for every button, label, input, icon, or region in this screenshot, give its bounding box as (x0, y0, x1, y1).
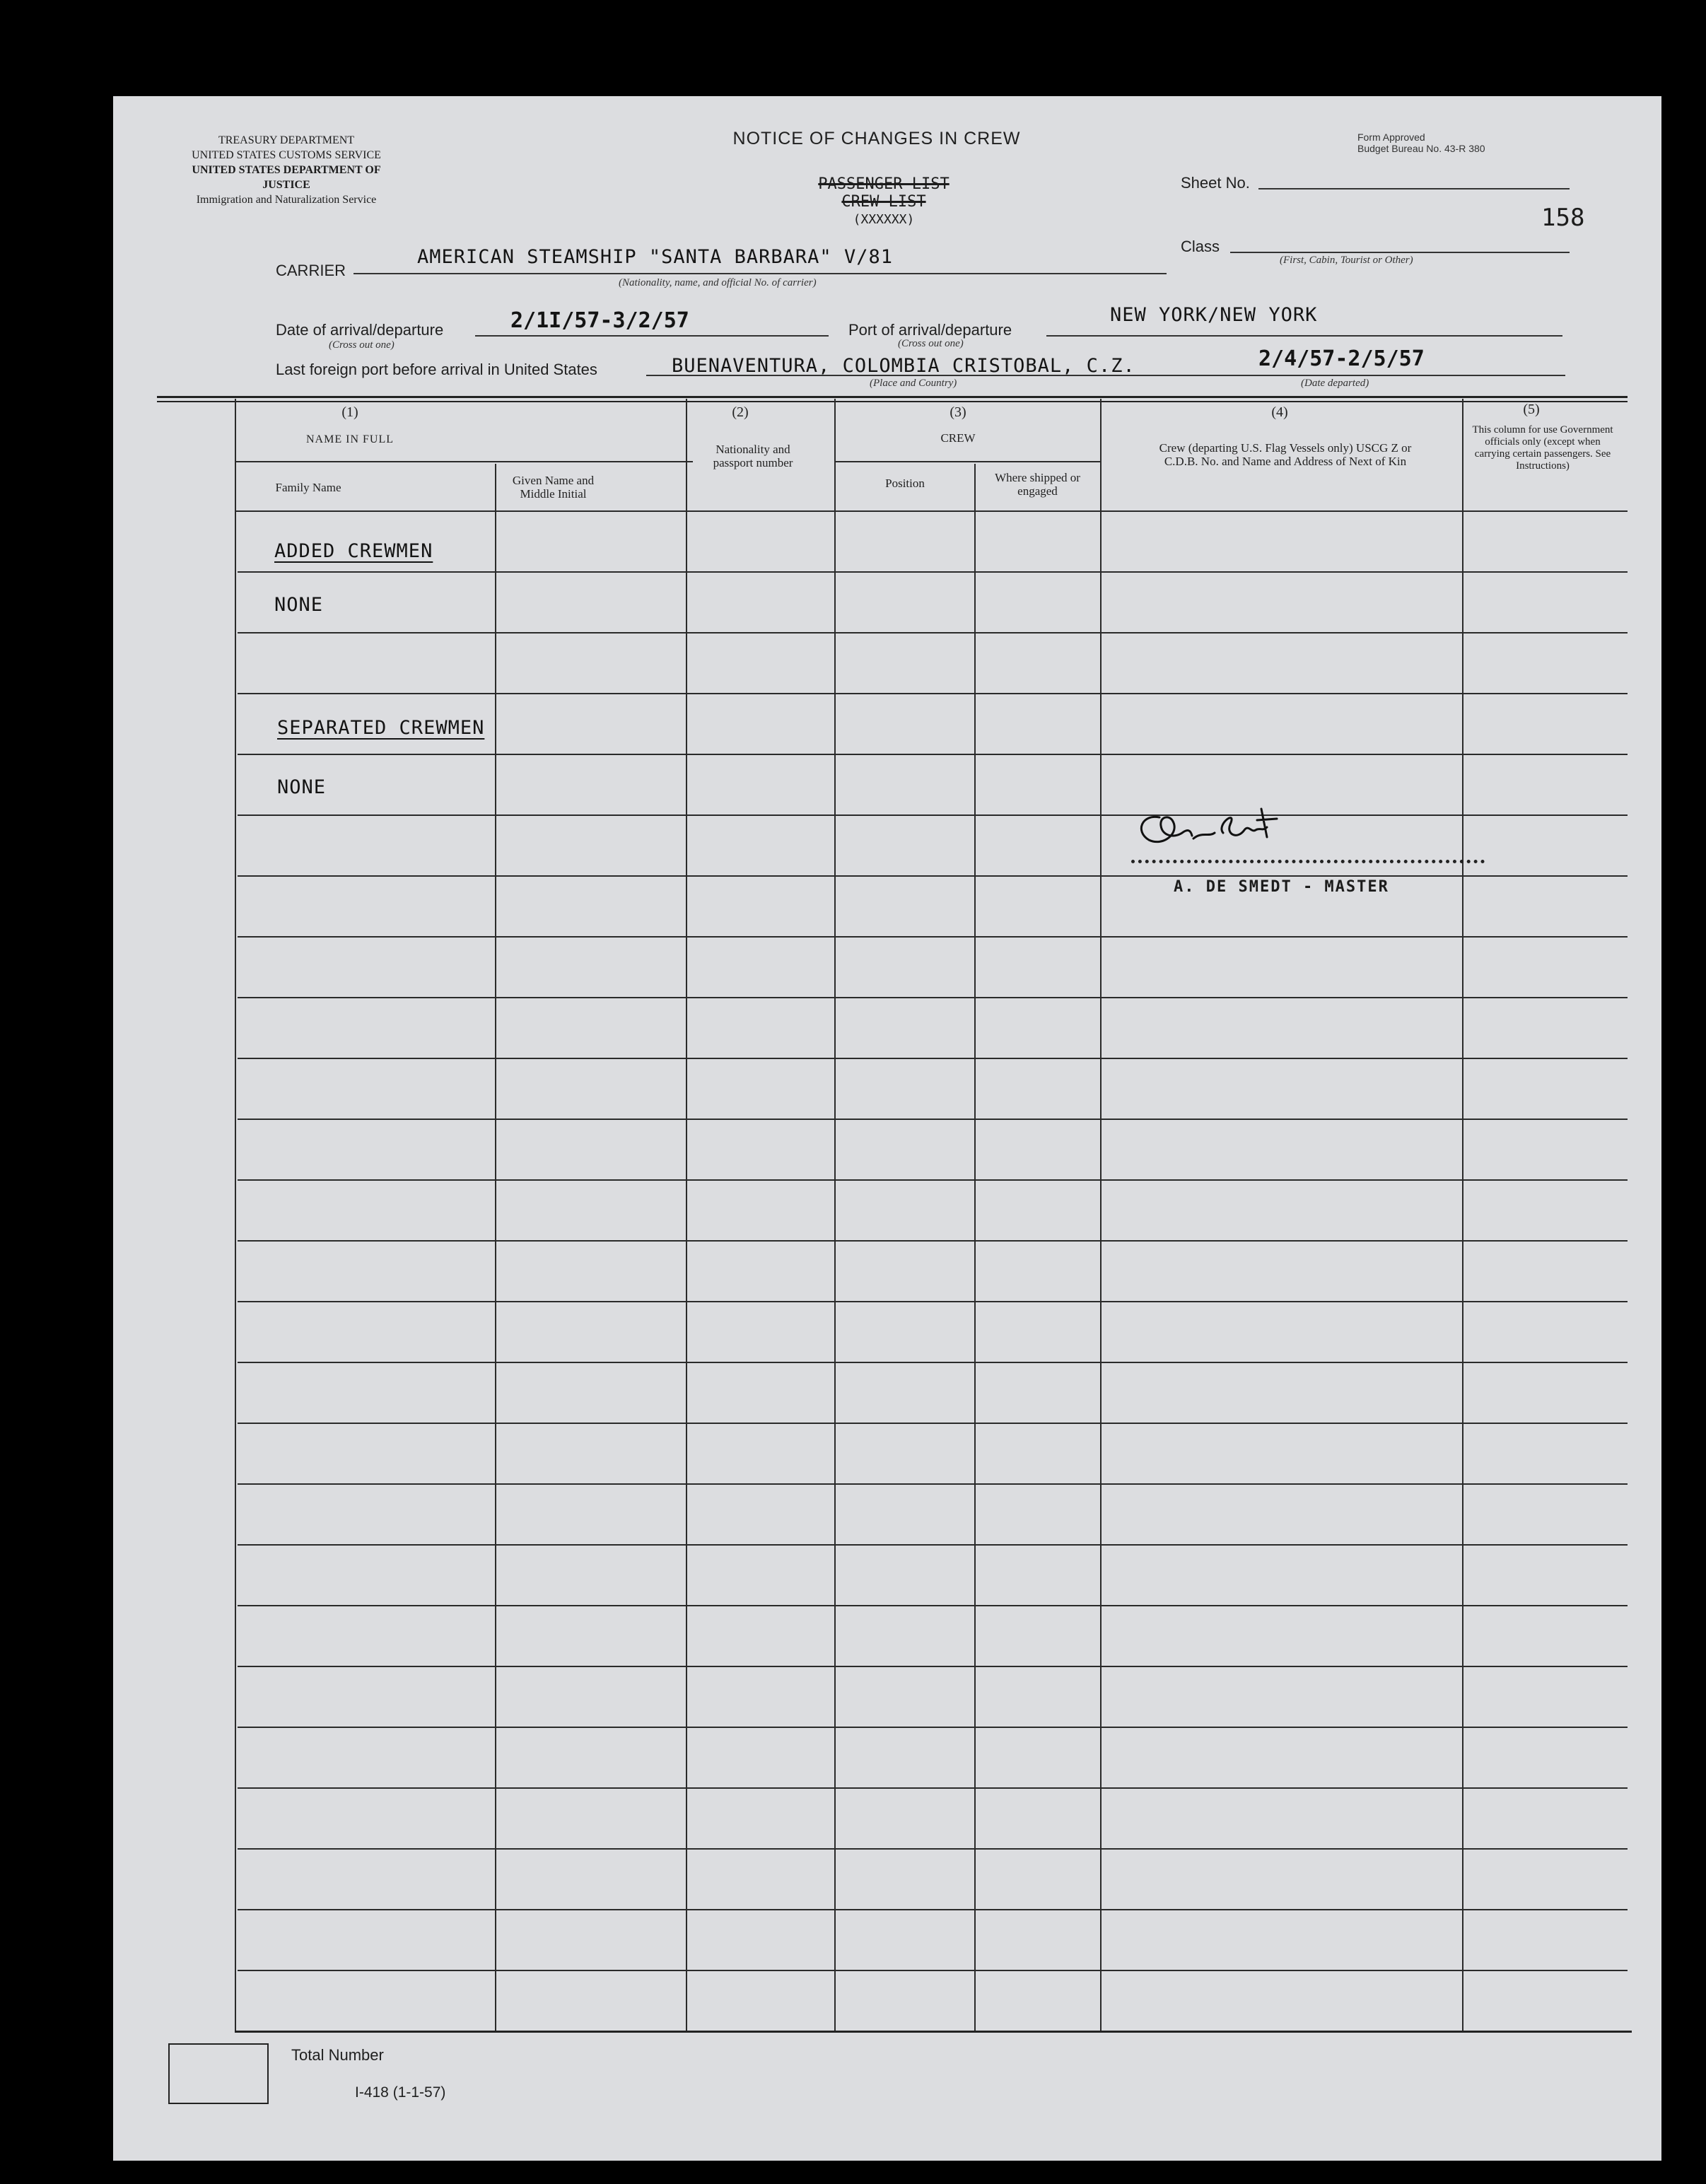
row-rule (238, 1727, 1628, 1728)
date-label: Date of arrival/departure (276, 321, 444, 339)
separated-crewmen-none: NONE (277, 776, 327, 798)
master-signature-graphic (1131, 796, 1287, 860)
col2-title: Nationality and passport number (713, 443, 793, 469)
row-rule (238, 1787, 1628, 1789)
agency-line: Immigration and Naturalization Service (196, 194, 377, 206)
row-rule (238, 754, 1628, 755)
total-number-box (168, 2043, 269, 2104)
list-type-other: (XXXXXX) (853, 212, 915, 227)
agency-line: UNITED STATES CUSTOMS SERVICE (192, 149, 381, 161)
port-value: NEW YORK/NEW YORK (1110, 304, 1318, 326)
class-hint: (First, Cabin, Tourist or Other) (1280, 255, 1413, 266)
row-rule (238, 1179, 1628, 1181)
row-rule (238, 1970, 1628, 1971)
row-rule (238, 1666, 1628, 1667)
row-rule (238, 1240, 1628, 1242)
crew-table (113, 96, 1661, 2161)
row-rule (238, 1483, 1628, 1485)
col-divider (974, 464, 976, 2031)
row-rule (238, 1362, 1628, 1363)
agency-line: TREASURY DEPARTMENT (218, 134, 355, 146)
row-rule (238, 693, 1628, 694)
added-crewmen-none: NONE (274, 594, 324, 616)
row-rule (238, 1544, 1628, 1546)
last-port-label: Last foreign port before arrival in United States (276, 361, 597, 378)
port-hint: (Cross out one) (898, 338, 964, 349)
col-divider (686, 399, 687, 2031)
col3b-title: Where shipped or engaged (995, 471, 1080, 498)
table-border-left (235, 399, 236, 2031)
separated-crewmen-heading: SEPARATED CREWMEN (277, 717, 485, 739)
row-rule (238, 997, 1628, 998)
port-label: Port of arrival/departure (848, 321, 1012, 339)
form-approved-line: Form Approved (1357, 132, 1425, 143)
row-rule (238, 814, 1628, 816)
col1b-title: Given Name and Middle Initial (512, 474, 595, 501)
row-rule (238, 1848, 1628, 1850)
col1-title: NAME IN FULL (306, 433, 394, 445)
sheet-label: Sheet No. (1181, 174, 1250, 192)
date-hint: (Cross out one) (329, 339, 395, 351)
carrier-hint: (Nationality, name, and official No. of carrier) (619, 277, 817, 288)
row-rule (238, 571, 1628, 573)
col5-title: This column for use Government officials only (except when carrying certain passengers. See Instructions) (1472, 424, 1613, 472)
date-value: 2/1I/57-3/2/57 (510, 308, 689, 333)
col1a-title: Family Name (275, 481, 341, 494)
last-port-hint: (Place and Country) (870, 378, 957, 389)
row-rule (238, 632, 1628, 633)
carrier-label: CARRIER (276, 262, 346, 279)
col5-number: (5) (1523, 402, 1540, 417)
row-rule (238, 936, 1628, 938)
form-page (113, 96, 1661, 2161)
table-bottom-rule (235, 2031, 1632, 2033)
date-departed-hint: (Date departed) (1301, 378, 1369, 389)
row-rule (238, 1909, 1628, 1910)
form-title: NOTICE OF CHANGES IN CREW (732, 129, 1021, 148)
row-rule (238, 875, 1628, 877)
row-rule (238, 1119, 1628, 1120)
form-approved-line: Budget Bureau No. 43-R 380 (1357, 143, 1485, 154)
signature-dotted-line (1131, 860, 1485, 863)
list-type-crew: CREW LIST (841, 193, 926, 211)
row-rule (238, 1605, 1628, 1606)
header-subrule (235, 461, 693, 462)
header-bottom-rule (235, 510, 1628, 512)
col4-number: (4) (1271, 404, 1288, 420)
header-subrule (834, 461, 1102, 462)
date-departed-value: 2/4/57-2/5/57 (1258, 346, 1425, 371)
col3a-title: Position (885, 477, 925, 490)
sheet-number: 158 (1541, 204, 1585, 232)
total-number-label: Total Number (291, 2046, 384, 2064)
col-divider (495, 464, 496, 2031)
col1-number: (1) (341, 404, 358, 420)
row-rule (238, 1301, 1628, 1302)
form-number: I-418 (1-1-57) (355, 2084, 446, 2101)
class-label: Class (1181, 238, 1220, 255)
col2-number: (2) (732, 404, 749, 420)
col4-title: Crew (departing U.S. Flag Vessels only) USCG Z or C.D.B. No. and Name and Address of Next of Kin (1159, 441, 1412, 468)
col-divider (1462, 399, 1463, 2031)
row-rule (238, 1423, 1628, 1424)
col-divider (834, 399, 836, 2031)
row-rule (238, 1058, 1628, 1059)
carrier-value: AMERICAN STEAMSHIP "SANTA BARBARA" V/81 (417, 246, 893, 268)
col3-title: CREW (940, 431, 976, 445)
col-divider (1100, 399, 1102, 2031)
list-type-passenger: PASSENGER LIST (818, 175, 950, 193)
signer-name: A. DE SMEDT - MASTER (1174, 878, 1389, 896)
added-crewmen-heading: ADDED CREWMEN (274, 540, 433, 562)
last-port-value: BUENAVENTURA, COLOMBIA CRISTOBAL, C.Z. (672, 355, 1135, 377)
agency-line: UNITED STATES DEPARTMENT OF JUSTICE (192, 164, 381, 191)
col3-number: (3) (950, 404, 966, 420)
